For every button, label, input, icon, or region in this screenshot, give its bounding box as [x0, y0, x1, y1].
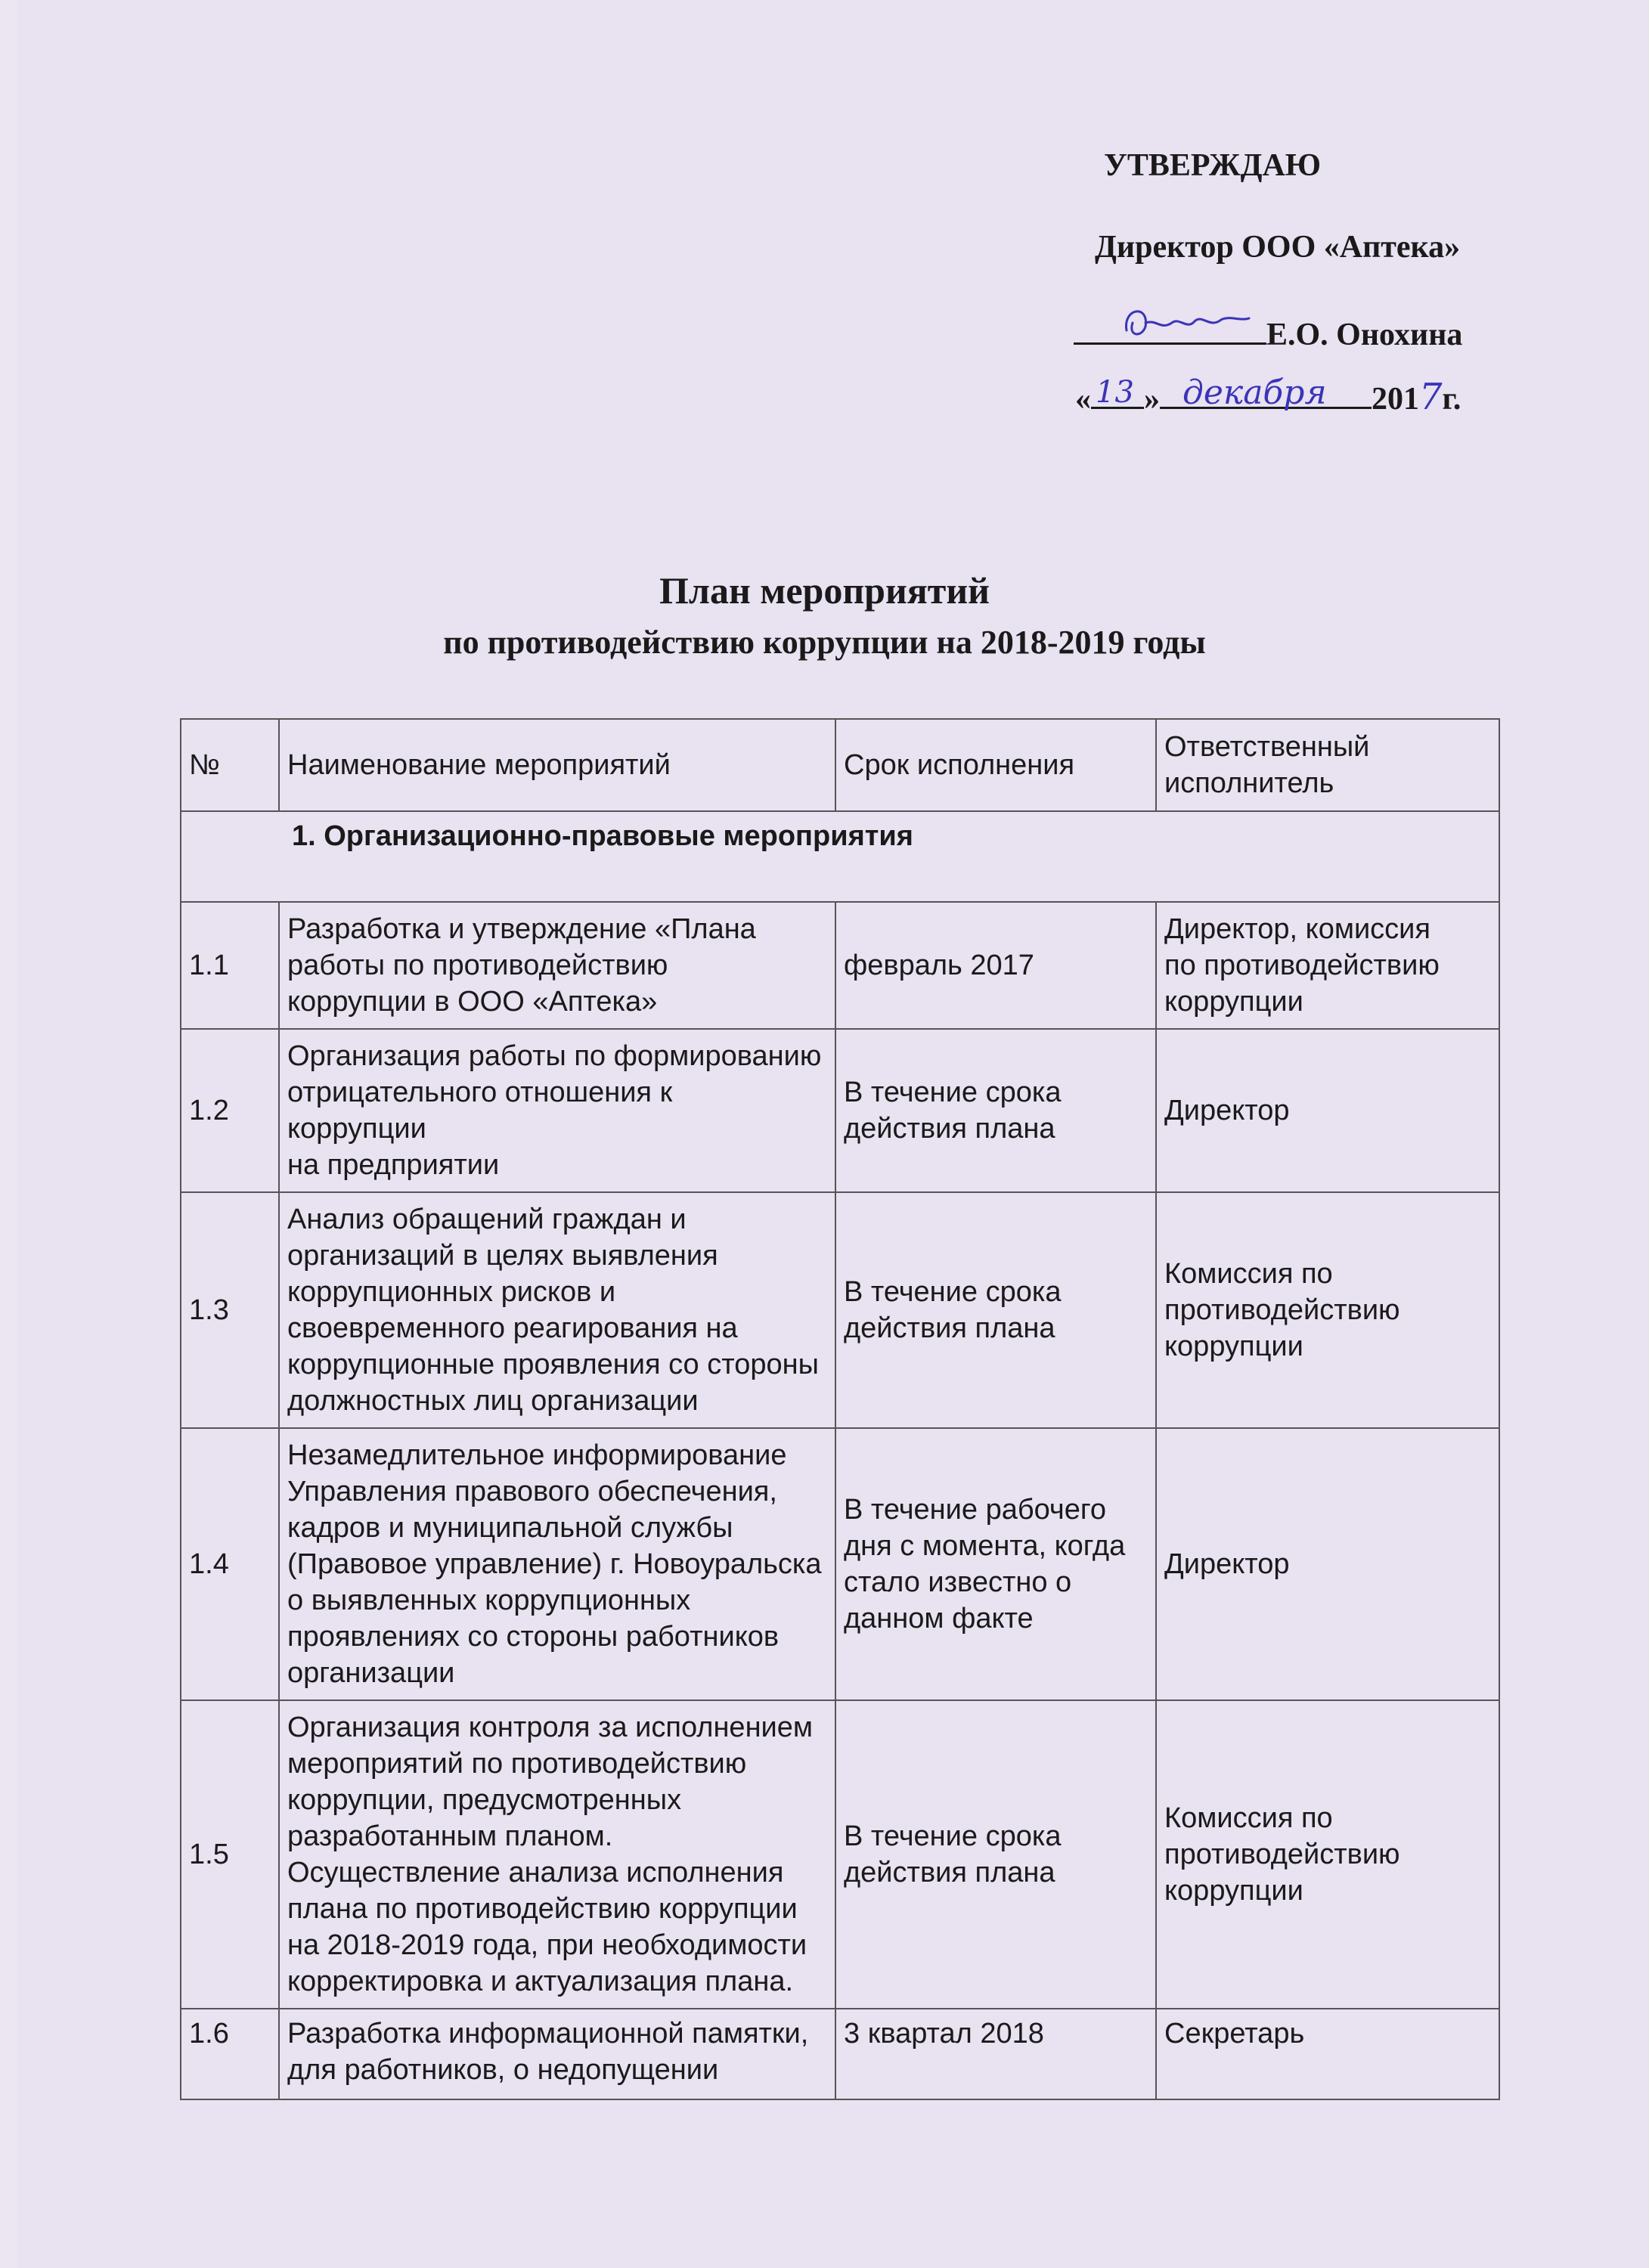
date-month: декабря [1183, 373, 1327, 412]
row-num: 1.6 [181, 2009, 279, 2099]
row-term: 3 квартал 2018 [835, 2009, 1156, 2099]
row-num: 1.5 [181, 1700, 279, 2009]
row-responsible: Комиссия по противодействию коррупции [1156, 1192, 1499, 1428]
title-line-2: по противодействию коррупции на 2018-2019 годы [443, 624, 1206, 661]
section-title: 1. Организационно-правовые мероприятия [181, 811, 1499, 902]
row-responsible: Директор [1156, 1428, 1499, 1700]
row-responsible: Секретарь [1156, 2009, 1499, 2099]
table-header-row [181, 719, 1499, 811]
row-name: Организация контроля за исполнением мероприятий по противодействию коррупции, предусмотренных разработанным планом. Осуществление анализа исполнения плана по противодействию коррупции на 2018-2019 года, при необходимости корректировка и актуализация плана. [279, 1700, 835, 2009]
table-row [181, 1700, 1499, 2009]
row-num: 1.2 [181, 1029, 279, 1192]
table-row [181, 902, 1499, 1029]
header-responsible: Ответственный исполнитель [1156, 719, 1499, 811]
date-month-blank [1160, 373, 1372, 412]
row-responsible: Директор [1156, 1029, 1499, 1192]
signatory-name: Е.О. Онохина [1266, 318, 1463, 352]
title-line-1: План мероприятий [659, 569, 990, 612]
table-row [181, 1192, 1499, 1428]
document-title [0, 569, 1649, 662]
row-term: В течение срока действия плана [835, 1029, 1156, 1192]
row-term: В течение срока действия плана [835, 1700, 1156, 2009]
handwritten-signature [1119, 300, 1255, 345]
row-num: 1.3 [181, 1192, 279, 1428]
date-day: 13 [1096, 375, 1134, 410]
date-year-digit: 7 [1419, 376, 1443, 418]
row-name: Незамедлительное информирование Управления правового обеспечения, кадров и муниципальной службы (Правовое управление) г. Новоуральска о выявленных коррупционных проявлениях со стороны работников организации [279, 1428, 835, 1700]
table-row [181, 1029, 1499, 1192]
header-name: Наименование мероприятий [279, 719, 835, 811]
row-term: В течение рабочего дня с момента, когда стало известно о данном факте [835, 1428, 1156, 1700]
header-term: Срок исполнения [835, 719, 1156, 811]
row-name: Анализ обращений граждан и организаций в целях выявления коррупционных рисков и своевременного реагирования на коррупционные проявления со стороны должностных лиц организации [279, 1192, 835, 1428]
plan-table [180, 718, 1500, 2100]
row-num: 1.1 [181, 902, 279, 1029]
row-term: В течение срока действия плана [835, 1192, 1156, 1428]
section-row [181, 811, 1499, 902]
row-name: Организация работы по формированию отрицательного отношения к коррупции на предприятии [279, 1029, 835, 1192]
row-term: февраль 2017 [835, 902, 1156, 1029]
approve-label: УТВЕРЖДАЮ [1104, 148, 1322, 183]
signature-blank [1074, 314, 1266, 345]
approval-date: « 13 » декабря 2017г. [1075, 373, 1461, 418]
row-name: Разработка и утверждение «Плана работы по противодействию коррупции в ООО «Аптека» [279, 902, 835, 1029]
row-name: Разработка информационной памятки, для работников, о недопущении [279, 2009, 835, 2099]
row-num: 1.4 [181, 1428, 279, 1700]
signature-line [1074, 314, 1462, 353]
table-row [181, 1428, 1499, 1700]
row-responsible: Комиссия по противодействию коррупции [1156, 1700, 1499, 2009]
date-day-blank [1091, 375, 1144, 410]
row-responsible: Директор, комиссия по противодействию коррупции [1156, 902, 1499, 1029]
table-row [181, 2009, 1499, 2099]
header-num: № [181, 719, 279, 811]
approver-position: Директор ООО «Аптека» [1095, 230, 1461, 265]
